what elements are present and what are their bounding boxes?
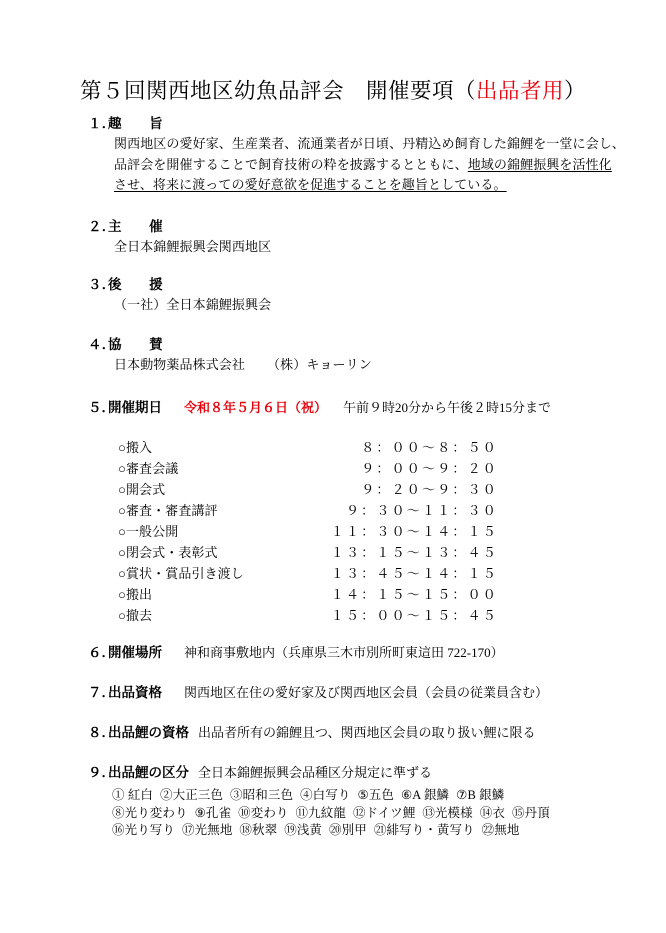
schedule-item-time: ９：２０～９：３０	[361, 482, 498, 497]
section-purpose-line3-underlined: させ、将来に渡っての愛好意欲を促進することを趣旨としている。	[114, 177, 507, 192]
schedule-item-label: ○賞状・賞品引き渡し	[118, 566, 244, 581]
section-organizer-heading	[88, 215, 648, 235]
section-koi-qualification	[88, 721, 648, 741]
schedule-item-time: １３：４５～１４：１５	[330, 566, 498, 581]
section-sponsor-company-1: 日本動物薬品株式会社	[114, 357, 246, 372]
variety-item: ⑥A 銀鱗	[400, 788, 450, 802]
schedule-row	[118, 479, 498, 500]
variety-item: ㉒無地	[481, 823, 520, 837]
variety-item: ⑯光り写り	[112, 823, 176, 837]
section-event-date-number: ５．	[88, 400, 115, 415]
section-purpose-line2	[114, 155, 648, 176]
entry-qualification-value: 関西地区在住の愛好家及び関西地区会員（会員の従業員含む）	[184, 685, 549, 700]
section-koi-qualification-heading	[88, 721, 648, 741]
schedule-item-time: １３：１５～１３：４５	[330, 545, 498, 560]
section-support	[88, 273, 648, 316]
schedule-item-label: ○審査・審査講評	[118, 503, 218, 518]
section-organizer	[88, 215, 648, 258]
section-sponsor-heading	[88, 333, 648, 353]
section-support-body: （一社）全日本錦鯉振興会	[114, 297, 272, 312]
schedule-row	[118, 563, 498, 584]
variety-item: ⑧光り変わり	[112, 805, 188, 820]
schedule-row	[118, 437, 498, 458]
schedule-row	[118, 521, 498, 542]
schedule-item-time: ９：３０～１１：３０	[345, 503, 498, 518]
schedule-item-label: ○搬出	[118, 587, 153, 602]
section-sponsor-body	[88, 355, 648, 376]
section-purpose-line2-plain: 品評会を開催することで飼育技術の粋を披露するとともに、	[114, 156, 468, 172]
section-purpose	[88, 112, 648, 196]
page-title	[0, 74, 666, 105]
section-koi-classification	[88, 761, 648, 781]
section-koi-classification-number: ９．	[88, 765, 115, 780]
variety-item: ⑦B 銀鱗	[456, 788, 505, 802]
variety-item: ⑬光模様	[422, 805, 473, 820]
section-venue	[88, 641, 648, 661]
section-sponsor	[88, 333, 648, 376]
page-title-suffix: ）	[564, 79, 587, 103]
variety-item: ⑱秋翠	[239, 823, 278, 837]
section-event-date-heading	[88, 396, 648, 416]
variety-item: ⑮丹頂	[511, 805, 550, 820]
variety-list	[112, 787, 652, 840]
schedule-item-label: ○撤去	[118, 608, 153, 623]
schedule-row	[118, 542, 498, 563]
section-purpose-body	[88, 134, 648, 196]
section-purpose-label: 趣 旨	[108, 116, 163, 131]
variety-item: ㉑緋写り・黄写り	[373, 823, 475, 837]
schedule-item-time: １５：００～１５：４５	[330, 608, 498, 623]
section-entry-qualification-number: ７．	[88, 685, 115, 700]
variety-line	[112, 787, 652, 805]
event-date-value: 令和８年５月６日（祝）	[184, 400, 328, 415]
variety-line	[112, 805, 652, 823]
section-sponsor-label: 協 賛	[108, 337, 163, 352]
schedule-list	[118, 437, 498, 626]
section-purpose-line1: 関西地区の愛好家、生産業者、流通業者が日頃、丹精込め飼育した錦鯉を一堂に会し、	[114, 136, 625, 151]
variety-item: ⑳別甲	[329, 823, 367, 837]
section-venue-heading	[88, 641, 648, 661]
section-sponsor-number: ４．	[88, 337, 116, 352]
section-purpose-number: １．	[88, 116, 116, 131]
variety-item: ⑩変わり	[238, 805, 289, 820]
variety-item: ⑫ドイツ鯉	[352, 805, 416, 820]
section-koi-qualification-number: ８．	[88, 725, 115, 740]
venue-value: 神和商事敷地内（兵庫県三木市別所町東這田 722-170）	[184, 645, 504, 660]
schedule-item-label: ○閉会式・表彰式	[118, 545, 218, 560]
section-koi-classification-label: 出品鯉の区分	[108, 765, 189, 780]
page-title-highlight: 出品者用	[475, 79, 564, 103]
schedule-item-label: ○搬入	[118, 440, 153, 455]
variety-line	[112, 822, 652, 840]
section-entry-qualification	[88, 681, 648, 701]
section-organizer-label: 主 催	[108, 219, 163, 234]
schedule-row	[118, 500, 498, 521]
variety-item: ⑨孔雀	[194, 805, 232, 820]
section-sponsor-company-2: （株）キョーリン	[267, 357, 372, 372]
schedule-row	[118, 458, 498, 479]
schedule-row	[118, 584, 498, 605]
section-venue-label: 開催場所	[108, 645, 162, 660]
section-event-date-label: 開催期日	[108, 400, 162, 415]
section-koi-classification-heading	[88, 761, 648, 781]
section-support-number: ３．	[88, 277, 116, 292]
section-venue-number: ６．	[88, 645, 115, 660]
schedule-item-time: ９：００～９：２０	[361, 461, 498, 476]
variety-item: ⑭衣	[479, 805, 505, 820]
schedule-item-time: ８：００～８：５０	[361, 440, 498, 455]
variety-item: ⑤五色	[357, 788, 394, 802]
variety-item: ⑲浅黄	[284, 823, 323, 837]
section-koi-qualification-label: 出品鯉の資格	[108, 725, 189, 740]
variety-item: ②大正三色	[160, 788, 224, 802]
schedule-row	[118, 605, 498, 626]
section-purpose-line2-underlined: 地域の錦鯉振興を活性化	[467, 156, 612, 172]
section-organizer-number: ２．	[88, 219, 116, 234]
variety-item: ⑰光無地	[182, 823, 233, 837]
schedule-item-label: ○開会式	[118, 482, 166, 497]
event-time-value: 午前９時20分から午後２時15分まで	[343, 400, 552, 415]
schedule-item-time: １４：１５～１５：００	[330, 587, 498, 602]
section-organizer-body: 全日本錦鯉振興会関西地区	[114, 239, 272, 254]
section-support-label: 後 援	[108, 277, 163, 292]
schedule-item-label: ○審査会議	[118, 461, 179, 476]
koi-qualification-value: 出品者所有の錦鯉且つ、関西地区会員の取り扱い鯉に限る	[198, 725, 536, 740]
section-entry-qualification-label: 出品資格	[108, 685, 162, 700]
section-purpose-line3	[114, 175, 648, 196]
schedule-item-time: １１：３０～１４：１５	[330, 524, 498, 539]
section-event-date	[88, 396, 648, 416]
section-support-heading	[88, 273, 648, 293]
variety-item: ④白写り	[300, 788, 351, 802]
schedule-item-label: ○一般公開	[118, 524, 179, 539]
koi-classification-value: 全日本錦鯉振興会品種区分規定に準ずる	[198, 765, 433, 780]
variety-item: ① 紅白	[112, 788, 154, 802]
variety-item: ③昭和三色	[230, 788, 294, 802]
page-title-prefix: 第５回関西地区幼魚品評会 開催要項（	[79, 79, 476, 103]
variety-item: ⑪九紋龍	[295, 805, 346, 820]
section-purpose-heading	[88, 112, 648, 132]
section-entry-qualification-heading	[88, 681, 648, 701]
